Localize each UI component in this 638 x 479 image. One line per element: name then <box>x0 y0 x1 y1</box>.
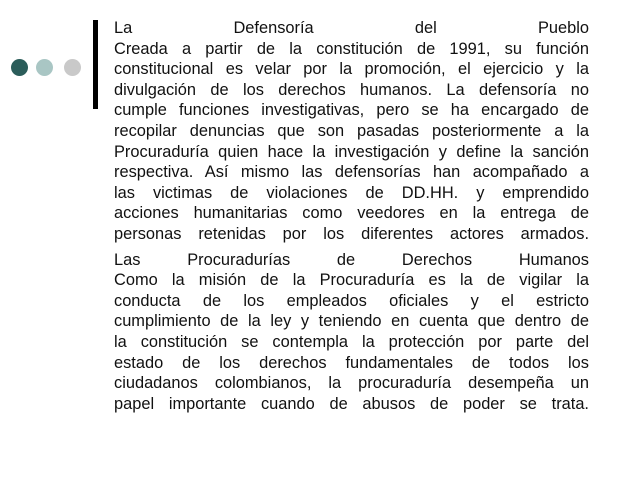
paragraph-line: cumple funciones investigativas, pero se ha encargado de <box>114 101 589 120</box>
paragraph-heading: Las Procuradurías de Derechos Humanos <box>114 250 589 269</box>
decorative-vertical-bar <box>93 20 98 109</box>
paragraph-line: recopilar denuncias que son pasadas posteriormente a la <box>114 121 589 140</box>
paragraph-line: cumplimiento de la ley y teniendo en cuenta que dentro de <box>114 312 589 331</box>
paragraph-line: ciudadanos colombianos, la procuraduría desempeña un <box>114 374 589 393</box>
paragraph-line: Como la misión de la Procuraduría es la de vigilar la <box>114 271 589 290</box>
decorative-dot-light <box>64 59 81 76</box>
paragraph-heading: La Defensoría del Pueblo <box>114 19 589 37</box>
paragraph-line: constitucional es velar por la promoción, el ejercicio y la <box>114 60 589 79</box>
paragraph-line: conducta de los empleados oficiales y el estricto <box>114 291 589 310</box>
decorative-dot-mid <box>36 59 53 76</box>
paragraph-line: Procuraduría quien hace la investigación y define la sanción <box>114 142 589 161</box>
paragraph-line: las victimas de violaciones de DD.HH. y emprendido <box>114 183 589 202</box>
paragraph-line: acciones humanitarias como veedores en la entrega de <box>114 204 589 223</box>
decorative-dot-dark <box>11 59 28 76</box>
paragraph-line: respectiva. Así mismo las defensorías han acompañado a <box>114 163 589 182</box>
paragraph-line: papel importante cuando de abusos de poder se trata. <box>114 394 589 413</box>
paragraph-defensoria <box>114 18 589 245</box>
paragraph-line: la constitución se contempla la protección por parte del <box>114 332 589 351</box>
paragraph-line: estado de los derechos fundamentales de todos los <box>114 353 589 372</box>
paragraph-line: divulgación de los derechos humanos. La defensoría no <box>114 80 589 99</box>
slide-body <box>114 18 589 414</box>
paragraph-line: personas retenidas por los diferentes actores armados. <box>114 224 589 243</box>
paragraph-line: Creada a partir de la constitución de 1991, su función <box>114 39 589 58</box>
paragraph-procuradurias <box>114 250 589 415</box>
